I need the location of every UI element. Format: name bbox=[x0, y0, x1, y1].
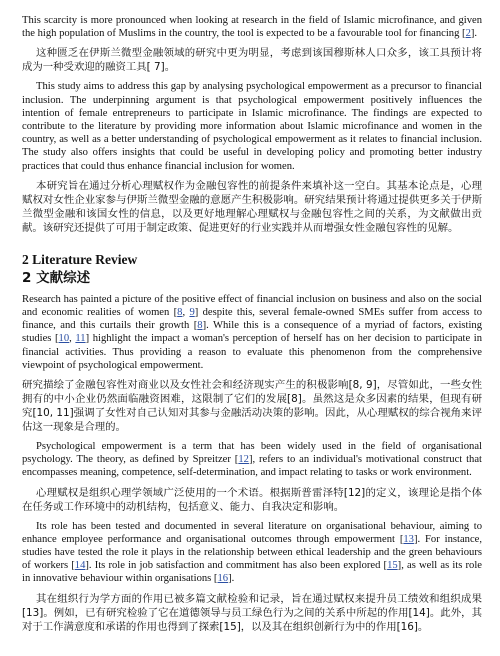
citation-link[interactable]: 12 bbox=[238, 454, 249, 466]
citation-link[interactable]: 16 bbox=[217, 573, 229, 585]
intro-paragraph-3-en: This study aims to address this gap by analysing psychological empowerment as a precursor to financial inclusion. The underpinning argument is that psychological empowerment positively influences the intention of female entrepreneurs to participate in Islamic microfinance. The findings are expected to contribute to the literature by providing more information about Islamic microfinance and women in the country, as well as a better understanding of psychological empowerment as it relates to financial inclusion. The study also offers insights that could be useful in developing policy and promoting better industry practices that could thus enhance financial inclusion for women. bbox=[22, 81, 482, 172]
intro-paragraph-2-zh: 这种匮乏在伊斯兰微型金融领域的研究中更为明显，考虑到该国穆斯林人口众多，该工具预计将成为一种受欢迎的融资工具[ 7]。 bbox=[22, 47, 482, 74]
citation-link[interactable]: 9 bbox=[189, 307, 195, 319]
text-run: , bbox=[182, 307, 190, 319]
lit-paragraph-4-zh: 心理赋权是组织心理学领域广泛使用的一个术语。根据斯普雷泽特[12]的定义，该理论是指个体在任务或工作环境中的动机结构，包括意义、能力、自我决定和影响。 bbox=[22, 486, 482, 513]
citation-link[interactable]: 8 bbox=[177, 307, 183, 319]
text-run: Research has painted a picture of the positive effect of financial inclusion on business and also on the social and economic realities of women [ bbox=[22, 293, 482, 319]
text-run: ], as well as its role in innovative behaviour within organisations [ bbox=[22, 560, 482, 585]
text-run: ] highlight the impact a woman's perception of herself has on her decision to participate in financial activities. Thus providing a reason to evaluate this phenomenon from the comprehensive viewpoint of psychological empowerment. bbox=[22, 333, 482, 371]
text-run: This scarcity is more pronounced when looking at research in the field of Islamic microfinance, and given the high population of Muslims in the country, the tool is expected to be a favourable tool for financing [ bbox=[22, 15, 482, 40]
intro-paragraph-1-en bbox=[22, 14, 482, 40]
text-run: Its role has been tested and documented in several literature on organisational behaviour, aiming to enhance employee performance and organisational outcomes through empowerment [ bbox=[22, 520, 482, 545]
text-run: ]. While this is a consequence of a myriad of factors, existing studies [ bbox=[22, 320, 482, 345]
text-run: ], refers to an individual's motivational construct that encompasses meaning, competence, self-determination, and impact relating to tasks or work environment. bbox=[22, 454, 482, 479]
text-run: Psychological empowerment is a term that has been widely used in the field of organisational psychology. The theory, as defined by Spreitzer [ bbox=[22, 441, 482, 466]
citation-link[interactable]: 8 bbox=[197, 320, 203, 332]
lit-paragraph-1-en bbox=[22, 293, 482, 372]
citation-link[interactable]: 11 bbox=[75, 333, 86, 345]
citation-link[interactable]: 13 bbox=[403, 533, 414, 545]
lit-paragraph-6-zh: 其在组织行为学方面的作用已被多篇文献检验和记录，旨在通过赋权来提升员工绩效和组织成果[13]。例如，已有研究检验了它在道德领导与员工绿色行为之间的关系中所起的作用[14]。此外，其对于工作满意度和承诺的作用也得到了探索[15]，以及其在组织创新行为中的作用[16]。 bbox=[22, 592, 482, 633]
intro-paragraph-4-zh: 本研究旨在通过分析心理赋权作为金融包容性的前提条件来填补这一空白。其基本论点是，心理赋权对女性企业家参与伊斯兰微型金融的意愿产生积极影响。研究结果预计将通过提供更多关于伊斯兰微型金融和该国女性的信息，以及更好地理解心理赋权与金融包容性之间的关系，为文献做出贡献。该研究还提供了可用于制定政策、促进更好的行业实践并从而增强女性金融包容性的见解。 bbox=[22, 179, 482, 234]
section-heading-literature-review: 2 Literature Review bbox=[22, 251, 138, 267]
text-run: ] despite this, several female-owned SMEs suffer from access to finance, and this curtails their growth [ bbox=[22, 307, 483, 332]
text-run: ]. bbox=[470, 28, 478, 40]
citation-link[interactable]: 10 bbox=[58, 333, 70, 345]
text-run: ]. bbox=[228, 573, 235, 585]
text-run: ]. For instance, studies have tested the role it plays in the relationship between ethical leadership and the green behaviours of workers [ bbox=[22, 533, 482, 572]
text-run: , bbox=[69, 333, 76, 345]
section-heading-literature-review-zh: 2 文献综述 bbox=[22, 269, 91, 286]
lit-paragraph-3-en bbox=[22, 440, 482, 480]
citation-link[interactable]: 14 bbox=[74, 560, 86, 572]
text-run: ]. Its role in job satisfaction and commitment has also been explored [ bbox=[85, 560, 388, 572]
citation-link[interactable]: 2 bbox=[465, 28, 471, 40]
lit-paragraph-5-en bbox=[22, 520, 482, 586]
citation-link[interactable]: 15 bbox=[387, 560, 398, 572]
lit-paragraph-2-zh: 研究描绘了金融包容性对商业以及女性社会和经济现实产生的积极影响[8, 9]，尽管如此，一些女性拥有的中小企业仍然面临融资困难，这限制了它们的发展[8]。虽然这是众多因素的结果，但现有研究[10, 11]强调了女性对自己认知对其参与金融活动决策的影响。因此，从心理赋权的综合视角来评估这一现象是合理的。 bbox=[22, 379, 482, 434]
